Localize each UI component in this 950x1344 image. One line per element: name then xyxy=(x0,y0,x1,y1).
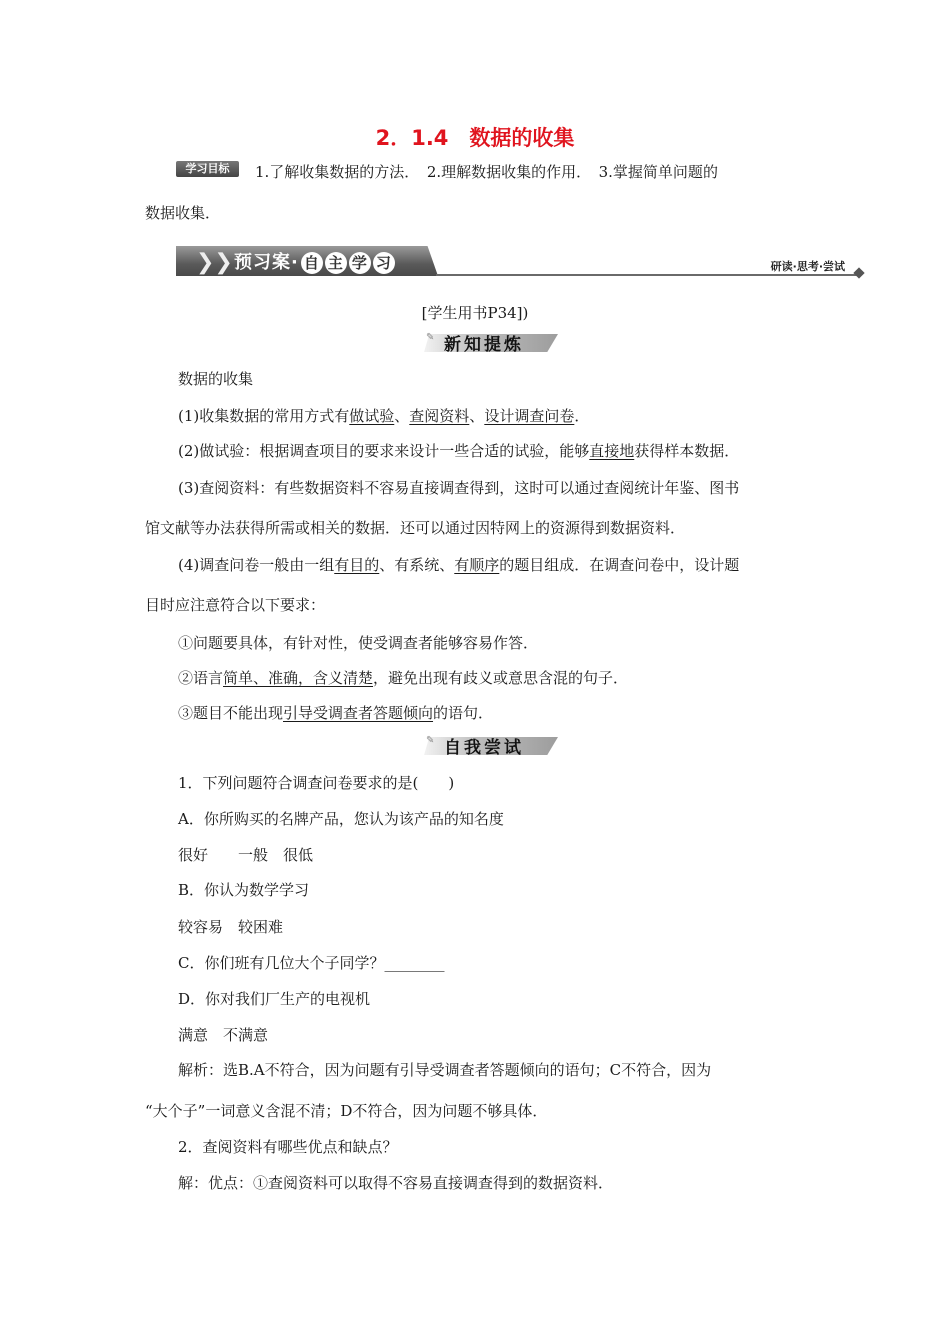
paragraph-3-cont: 馆文献等办法获得所需或相关的数据．还可以通过因特网上的资源得到数据资料． xyxy=(145,519,686,537)
option-a-choices: 很好 一般 很低 xyxy=(178,846,314,864)
banner-title: 预习案· 自 主 学 习 xyxy=(234,248,395,274)
option-a: A．你所购买的名牌产品，您认为该产品的知名度 xyxy=(178,810,504,828)
option-c: C．你们班有几位大个子同学？________ xyxy=(178,954,445,972)
requirement-1: ①问题要具体，有针对性，使受调查者能够容易作答． xyxy=(178,634,539,652)
option-d: D．你对我们厂生产的电视机 xyxy=(178,990,371,1008)
paragraph-1: (1)收集数据的常用方式有做试验、查阅资料、设计调查问卷． xyxy=(178,407,590,425)
analysis: 解析：选B.A不符合，因为问题有引导受调查者答题倾向的语句；C不符合，因为 xyxy=(178,1061,712,1079)
banner-divider xyxy=(436,274,860,276)
paragraph-4-cont: 目时应注意符合以下要求： xyxy=(145,596,326,614)
option-d-choices: 满意 不满意 xyxy=(178,1026,269,1044)
section-header-self-test: ✎ 自我尝试 xyxy=(424,733,564,757)
learning-goals-badge: 学习目标 xyxy=(176,161,239,177)
requirement-2: ②语言简单、准确，含义清楚，避免出现有歧义或意思含混的句子． xyxy=(178,669,629,687)
page-title: 2．1.4 数据的收集 xyxy=(375,126,575,150)
answer-2: 解：优点：①查阅资料可以取得不容易直接调查得到的数据资料． xyxy=(178,1174,614,1192)
analysis-cont: “大个子”一词意义含混不清；D不符合，因为问题不够具体． xyxy=(145,1102,548,1120)
learning-goals-text-cont: 数据收集． xyxy=(145,204,221,222)
learning-goals-text: 1.了解收集数据的方法． 2.理解数据收集的作用． 3.掌握简单问题的 xyxy=(255,163,718,181)
section-header-new-knowledge: ✎ 新知提炼 xyxy=(424,330,564,354)
question-2: 2．查阅资料有哪些优点和缺点？ xyxy=(178,1138,398,1156)
book-reference: [学生用书P34]) xyxy=(421,304,529,322)
question-1: 1．下列问题符合调查问卷要求的是( ) xyxy=(178,774,455,792)
paragraph-2: (2)做试验：根据调查项目的要求来设计一些合适的试验，能够直接地获得样本数据． xyxy=(178,442,740,460)
paragraph-3: (3)查阅资料：有些数据资料不容易直接调查得到，这时可以通过查阅统计年鉴、图书 xyxy=(178,479,740,497)
requirement-3: ③题目不能出现引导受调查者答题倾向的语句． xyxy=(178,704,494,722)
pen-icon: ✎ xyxy=(426,735,435,746)
paragraph-4: (4)调查问卷一般由一组有目的、有系统、有顺序的题目组成．在调查问卷中，设计题 xyxy=(178,556,740,574)
section-heading: 数据的收集 xyxy=(178,370,254,388)
diamond-icon xyxy=(853,267,864,278)
banner-subtitle: 研读·思考·尝试 xyxy=(770,260,845,273)
chevron-icon: ❯❯ xyxy=(196,250,233,275)
option-b: B．你认为数学学习 xyxy=(178,881,310,899)
pen-icon: ✎ xyxy=(426,332,435,343)
option-b-choices: 较容易 较困难 xyxy=(178,918,284,936)
